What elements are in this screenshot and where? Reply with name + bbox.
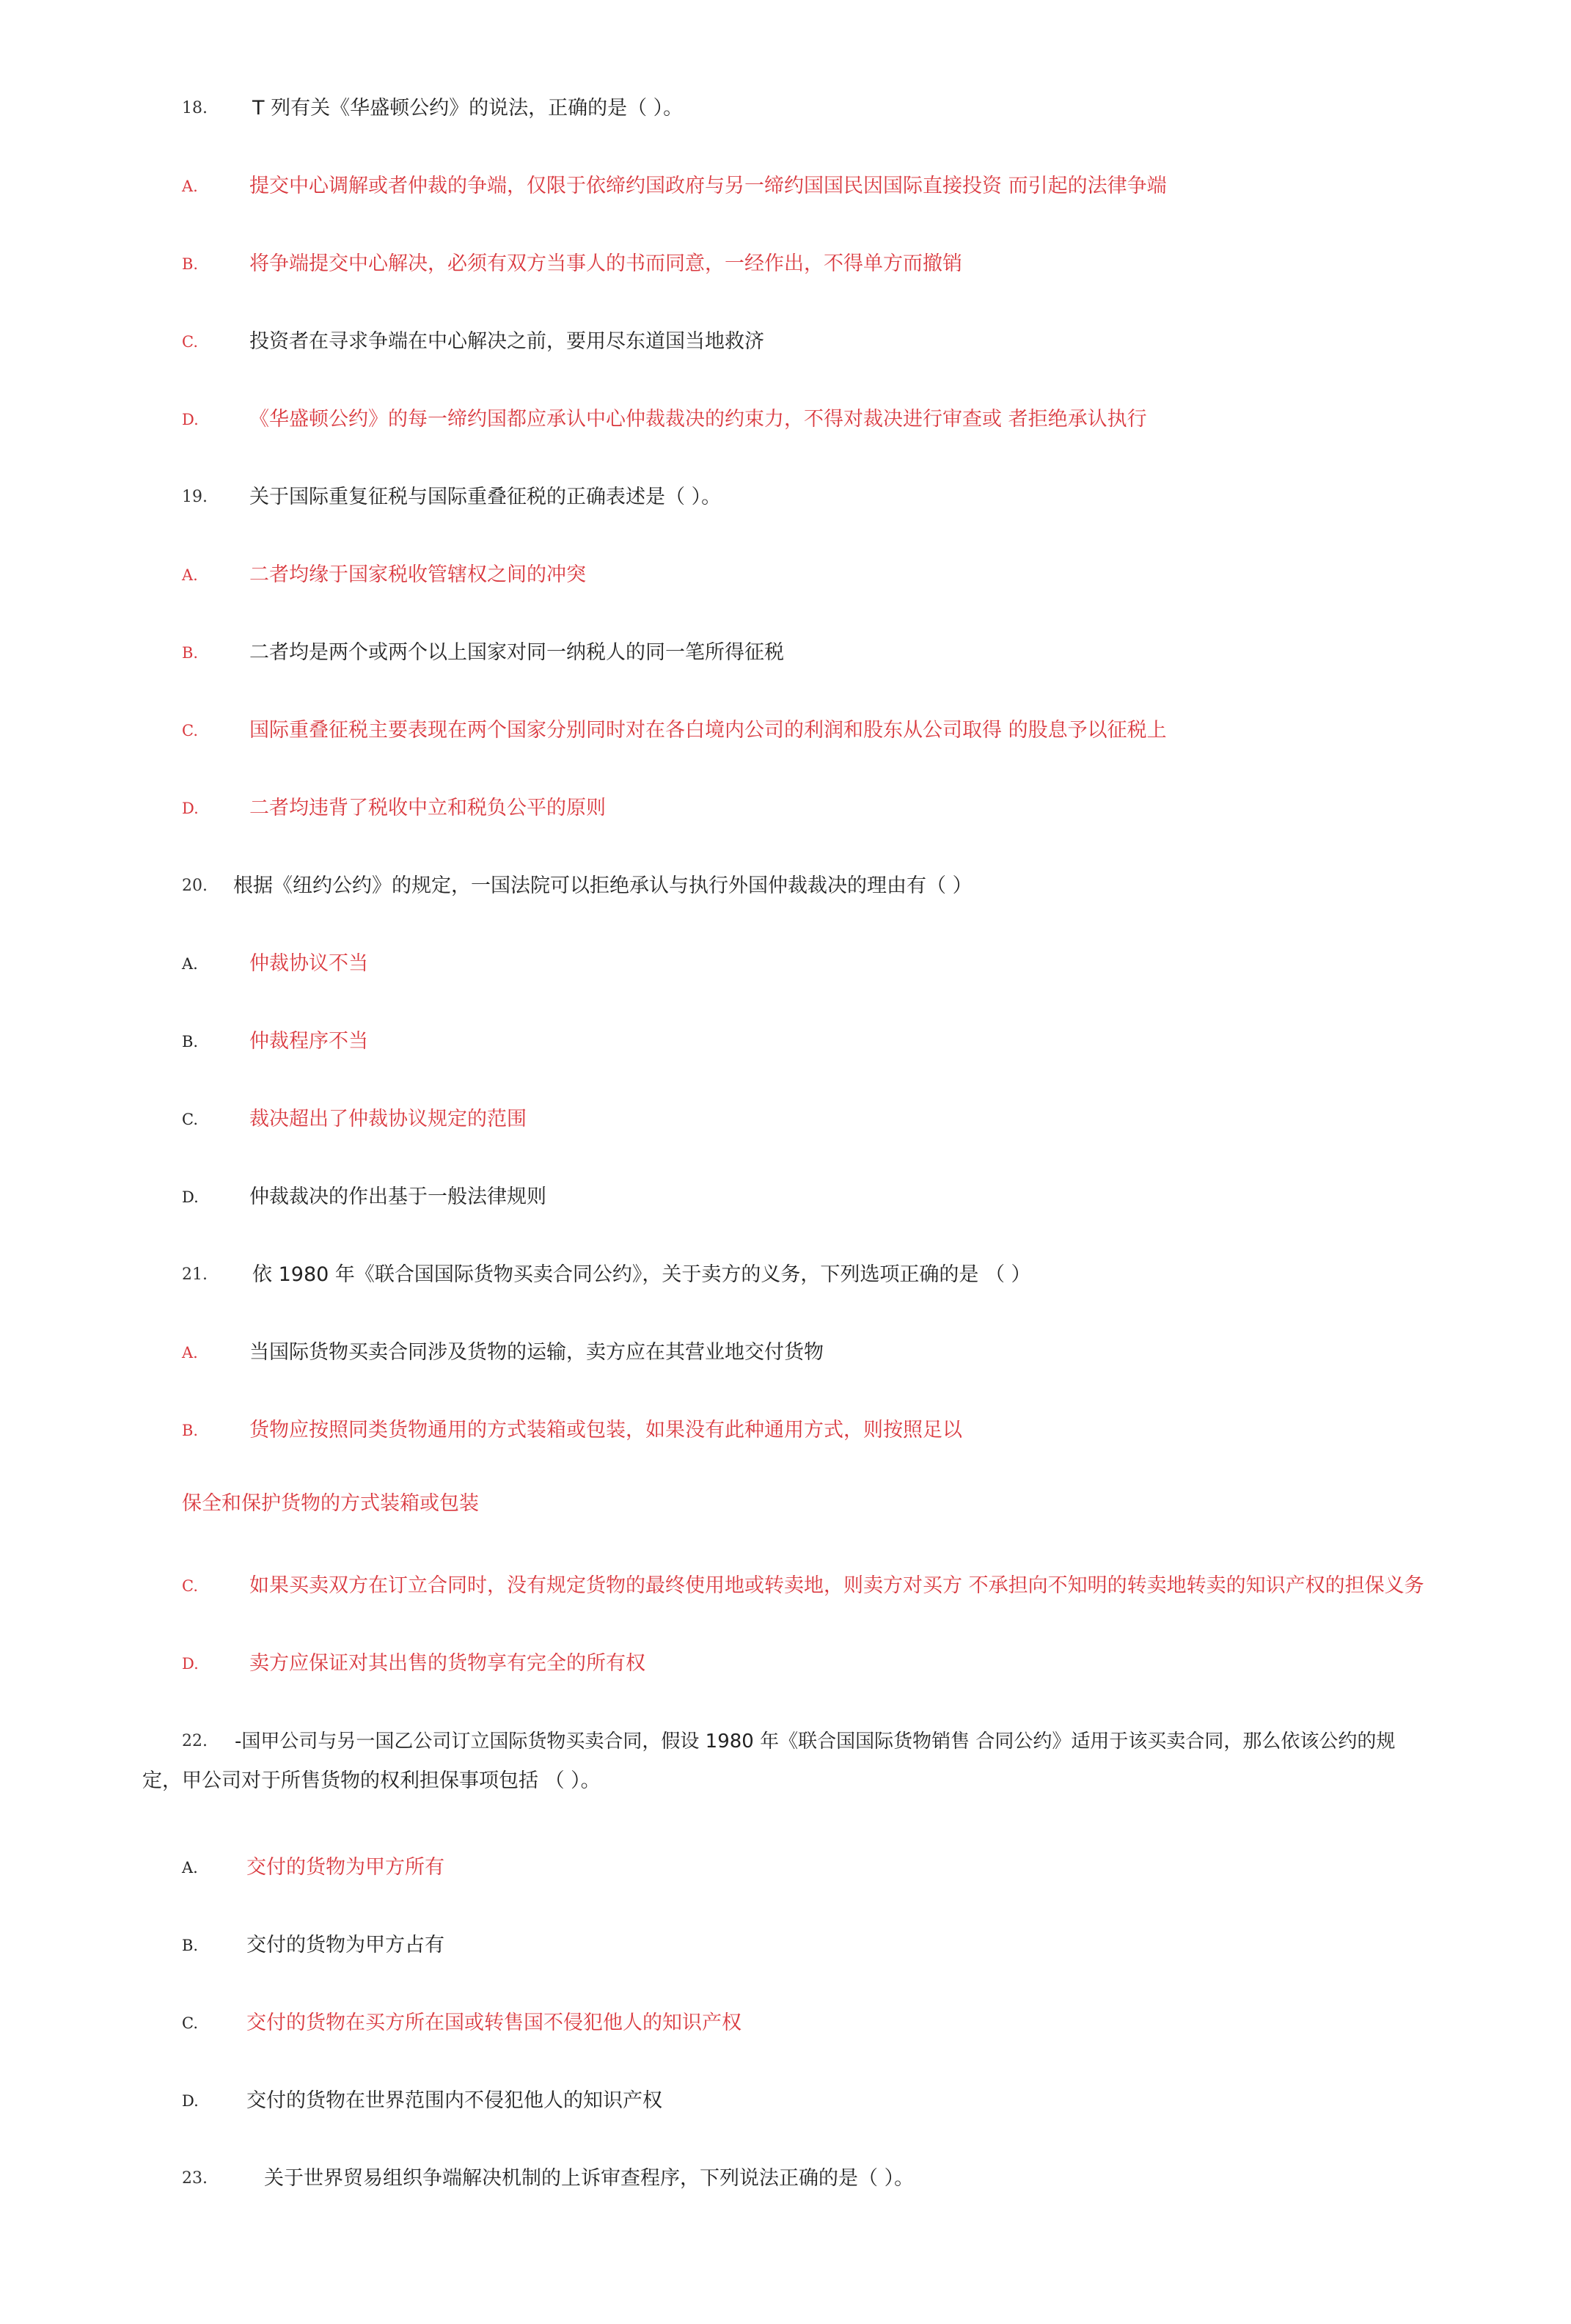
option-letter: D.	[182, 1188, 199, 1206]
option-text: 如果买卖双方在订立合同时，没有规定货物的最终使用地或转卖地，则卖方对买方 不承担向不知明的转卖地转卖的知识产权的担保义务	[249, 1574, 1424, 1597]
option-letter: C.	[182, 722, 198, 739]
option-text: 二者均是两个或两个以上国家对同一纳税人的同一笔所得征税	[249, 641, 784, 664]
option-text: 交付的货物为甲方所有	[246, 1856, 444, 1879]
option-text: 裁决超出了仲裁协议规定的范围	[249, 1108, 527, 1130]
option-letter: B.	[182, 1937, 199, 1954]
option-text-continuation: 保全和保护货物的方式装箱或包装	[182, 1492, 479, 1515]
option-letter: A.	[182, 1344, 198, 1362]
option-letter: D.	[182, 1655, 199, 1673]
option-text: 仲裁裁决的作出基于一般法律规则	[249, 1185, 546, 1208]
option-text: 提交中心调解或者仲裁的争端，仅限于依缔约国政府与另一缔约国国民因国际直接投资 而引起的法律争端	[249, 175, 1167, 197]
option-letter: B.	[182, 255, 199, 273]
option-text: 仲裁程序不当	[249, 1030, 368, 1053]
option-letter: D.	[182, 800, 199, 817]
question-stem: -国甲公司与另一国乙公司订立国际货物买卖合同，假设 1980 年《联合国国际货物销售 合同公约》适用于该买卖合同，那么依该公约的规	[235, 1731, 1396, 1753]
option-text: 二者均违背了税收中立和税负公平的原则	[249, 797, 606, 819]
option-letter: B.	[182, 644, 199, 662]
option-letter: C.	[182, 2014, 198, 2032]
question-stem-continuation: 定，甲公司对于所售货物的权利担保事项包括 （ ）。	[142, 1769, 601, 1792]
option-text: 交付的货物在买方所在国或转售国不侵犯他人的知识产权	[246, 2011, 741, 2034]
option-text: 将争端提交中心解决，必须有双方当事人的书而同意，一经作出，不得单方而撤销	[249, 252, 962, 275]
option-text: 交付的货物为甲方占有	[246, 1934, 444, 1956]
option-letter: C.	[182, 1111, 198, 1128]
question-stem: 关于国际重复征税与国际重叠征税的正确表述是（ ）。	[249, 486, 722, 508]
question-stem: 关于世界贸易组织争端解决机制的上诉审查程序，下列说法正确的是（ ）。	[264, 2167, 915, 2190]
question-number: 18.	[182, 99, 208, 117]
option-letter: C.	[182, 333, 198, 351]
option-text: 二者均缘于国家税收管辖权之间的冲突	[249, 563, 586, 586]
question-number: 20.	[182, 877, 208, 895]
option-text: 投资者在寻求争端在中心解决之前，要用尽东道国当地救济	[249, 330, 764, 353]
question-stem: 根据《纽约公约》的规定，一国法院可以拒绝承认与执行外国仲裁裁决的理由有（ ）	[233, 874, 973, 897]
option-text: 卖方应保证对其出售的货物享有完全的所有权	[249, 1652, 645, 1675]
option-letter: C.	[182, 1577, 198, 1595]
option-text: 交付的货物在世界范围内不侵犯他人的知识产权	[246, 2089, 662, 2112]
option-letter: A.	[182, 178, 198, 195]
option-letter: B.	[182, 1422, 199, 1439]
question-number: 19.	[182, 488, 208, 506]
option-text: 《华盛顿公约》的每一缔约国都应承认中心仲裁裁决的约束力，不得对裁决进行审查或 者拒绝承认执行	[249, 408, 1147, 431]
option-letter: D.	[182, 411, 199, 428]
question-number: 22.	[182, 1732, 208, 1750]
question-stem: 依 1980 年《联合国国际货物买卖合同公约》，关于卖方的义务，下列选项正确的是 （ ）	[252, 1263, 1031, 1286]
option-letter: A.	[182, 566, 198, 584]
question-stem: T 列有关《华盛顿公约》的说法，正确的是（ ）。	[252, 97, 684, 120]
option-text: 仲裁协议不当	[249, 952, 368, 975]
option-text: 货物应按照同类货物通用的方式装箱或包装，如果没有此种通用方式，则按照足以	[249, 1419, 962, 1441]
question-number: 23.	[182, 2169, 208, 2188]
option-text: 国际重叠征税主要表现在两个国家分别同时对在各白境内公司的利润和股东从公司取得 的股息予以征税上	[249, 719, 1167, 742]
question-number: 21.	[182, 1265, 208, 1284]
option-text: 当国际货物买卖合同涉及货物的运输，卖方应在其营业地交付货物	[249, 1341, 824, 1364]
option-letter: B.	[182, 1033, 199, 1050]
option-letter: A.	[182, 955, 198, 973]
option-letter: A.	[182, 1859, 198, 1877]
option-letter: D.	[182, 2092, 199, 2110]
